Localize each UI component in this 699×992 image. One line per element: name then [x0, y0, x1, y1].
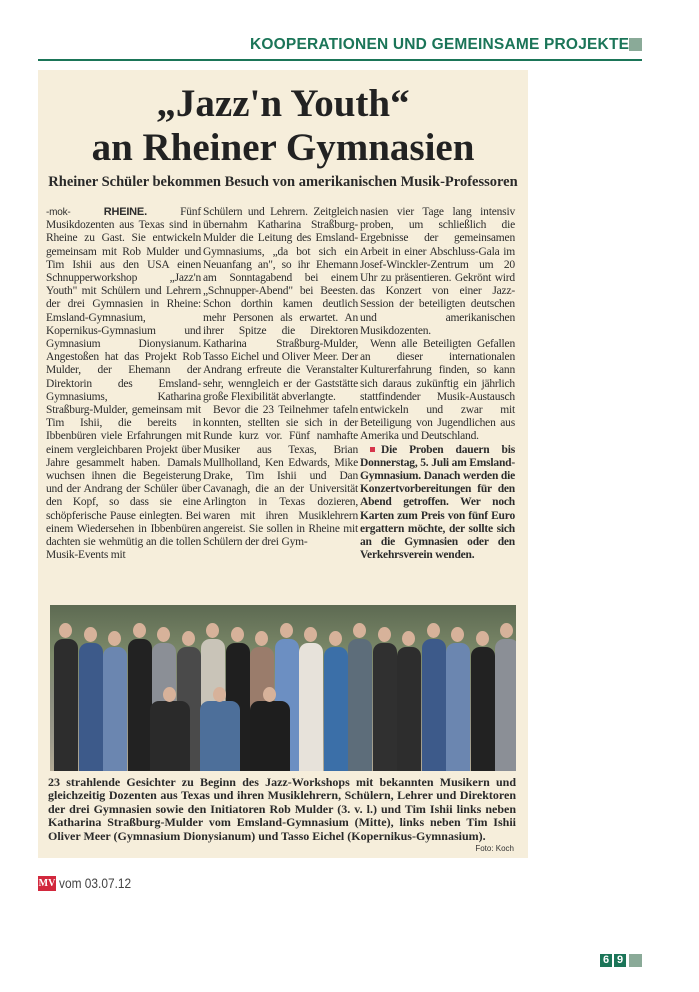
photo-person-head	[213, 687, 226, 702]
author-tag: -mok-	[46, 207, 71, 218]
photo-person	[299, 643, 323, 771]
paragraph: Schülern und Lehrern. Zeitgleich übernahm Katharina Straßburg-Mulder die Leitung des Emsland-Gymnasiums, „da bot sich ein Neuanfang an", so ihr Ehemann am Sonntagabend bei einem „Schnupper-Abend" bei Beesten. Schon dorthin kamen deutlich mehr Personen als erwartet. An ihrer Spitze die Direktoren Katharina Straßburg-Mulder, Tasso Eichel und Oliver Meer. Der Andrang erfreute die Veranstalter sehr, wenngleich er der Gaststätte große Flexibilität abverlangte.	[203, 206, 358, 403]
photo-person-head	[378, 627, 391, 642]
photo-person	[128, 639, 152, 771]
photo-person	[373, 643, 397, 771]
photo-person-head	[108, 631, 121, 646]
photo-caption: 23 strahlende Gesichter zu Beginn des Jazz-Workshops mit bekannten Musikern und gleichzeitig Dozenten aus Texas und ihren Musiklehrern, Schülern, Lehrer und Direktoren der drei Gymnasien sowie den Initiatoren Rob Mulder (3. v. l.) und Tim Ishii links neben Katharina Straßburg-Mulder vom Emsland-Gymnasium (Mitte), links neben Tim Ishii Oliver Meer (Gymnasium Dionysianum) und Tasso Eichel (Kopernikus-Gymnasium).	[48, 775, 516, 843]
photo-person	[348, 639, 372, 771]
photo-person	[54, 639, 78, 771]
photo-person-head	[84, 627, 97, 642]
photo-person-head	[451, 627, 464, 642]
photo-person-head	[427, 623, 440, 638]
photo-person-head	[263, 687, 276, 702]
column-text: Fünf Musikdozenten aus Texas sind in Rheine zu Gast. Sie entwickeln gemeinsam mit Rob Mulder und Tim Ishii aus den USA einen Schnupperworkshop „Jazz'n Youth" mit Schülern und Lehrern der drei Gymnasien in Rheine: Emsland-Gymnasium, Kopernikus-Gymnasium und Gymnasium Dionysianum. Angestoßen hat das Projekt Rob Mulder, der Ehemann der Direktorin des Emsland-Gymnasiums, Katharina Straßburg-Mulder, gemeinsam mit Tim Ishii, die bereits in Ibbenbüren viele Erfahrungen mit einem vergleichbaren Projekt über Jahre gesammelt haben. Damals wuchsen ihnen die Begeisterung und der Andrang der Schüler über den Kopf, so dass sie eine schöpferische Pause einlegten. Bei einem Wiedersehen in Ibbenbüren dachten sie wehmütig an die tollen Musik-Events mit	[46, 206, 201, 562]
photo-person	[422, 639, 446, 771]
header-rule	[38, 59, 642, 61]
group-photo	[50, 605, 516, 771]
photo-person-head	[280, 623, 293, 638]
photo-person	[79, 643, 103, 771]
photo-person-head	[133, 623, 146, 638]
article-column-2	[203, 206, 358, 549]
photo-person	[324, 647, 348, 771]
paragraph: Bevor die 23 Teilnehmer tafeln konnten, stellten sie sich in der Runde kurz vor. Fünf namhafte Musiker aus Texas, Brian Mullholland, Ken Edwards, Mike Drake, Tim Ishii und Dan Cavanagh, die an der Universität Arlington in Texas dozieren, waren mit ihren Musiklehrern angereist. Sie sollen in Rheine mit Schülern der drei Gym-	[203, 404, 358, 549]
photo-person-head	[59, 623, 72, 638]
photo-person-head	[500, 623, 513, 638]
photo-person-front	[150, 701, 190, 771]
info-paragraph: Die Proben dauern bis Donnerstag, 5. Juli am Emsland-Gymnasium. Danach werden die Konzertvorbereitungen für den Abend getroffen. Wer noch Karten zum Preis von fünf Euro ergattern möchte, der sollte sich an die Gymnasien oder den Verkehrsverein wenden.	[360, 443, 515, 562]
bullet-icon	[370, 447, 375, 452]
article-column-3	[360, 206, 515, 562]
page-square-icon	[629, 954, 642, 967]
article-title	[38, 82, 528, 170]
photo-person-head	[231, 627, 244, 642]
paragraph: nasien vier Tage lang intensiv proben, um schließlich die Ergebnisse der gemeinsamen Arbeit in einer Abschluss-Gala im Josef-Winckler-Zentrum um 20 Uhr zu präsentieren. Gekrönt wird das Konzert von einer Jazz-Session der beteiligten deutschen und amerikanischen Musikdozenten.	[360, 206, 515, 337]
photo-person-head	[329, 631, 342, 646]
photo-person-head	[163, 687, 176, 702]
photo-person	[397, 647, 421, 771]
paragraph: Wenn alle Beteiligten Gefallen an dieser internationalen Kulturerfahrung finden, so kann sich daraus zukünftig ein jährlich stattfindender Musik-Austausch entwickeln und zwar mit Beteiligung von Jugendlichen aus Amerika und Deutschland.	[360, 338, 515, 443]
photo-person-head	[402, 631, 415, 646]
photo-person-front	[250, 701, 290, 771]
title-line-2: an Rheiner Gymnasien	[91, 126, 475, 169]
photo-person-head	[476, 631, 489, 646]
section-header: KOOPERATIONEN UND GEMEINSAME PROJEKTE	[250, 36, 630, 53]
photo-person-head	[157, 627, 170, 642]
photo-person-head	[304, 627, 317, 642]
mv-logo: MV	[38, 878, 56, 889]
photo-person	[446, 643, 470, 771]
publication-date: vom 03.07.12	[59, 875, 132, 891]
dateline: RHEINE.	[103, 206, 147, 218]
photo-person-front	[200, 701, 240, 771]
photo-person	[471, 647, 495, 771]
title-line-1: „Jazz'n Youth“	[156, 82, 410, 125]
article-column-1	[46, 206, 201, 562]
section-square-icon	[629, 38, 642, 51]
photo-person-head	[255, 631, 268, 646]
newspaper-clipping	[38, 70, 528, 858]
photo-person-head	[353, 623, 366, 638]
photo-person	[103, 647, 127, 771]
photo-person-head	[206, 623, 219, 638]
photo-person-head	[182, 631, 195, 646]
page-number-digit: 9	[614, 954, 626, 967]
photo-person	[495, 639, 516, 771]
photo-credit: Foto: Koch	[475, 844, 514, 853]
page-number-digit: 6	[600, 954, 612, 967]
article-subtitle: Rheiner Schüler bekommen Besuch von amerikanischen Musik-Professoren	[48, 174, 518, 190]
